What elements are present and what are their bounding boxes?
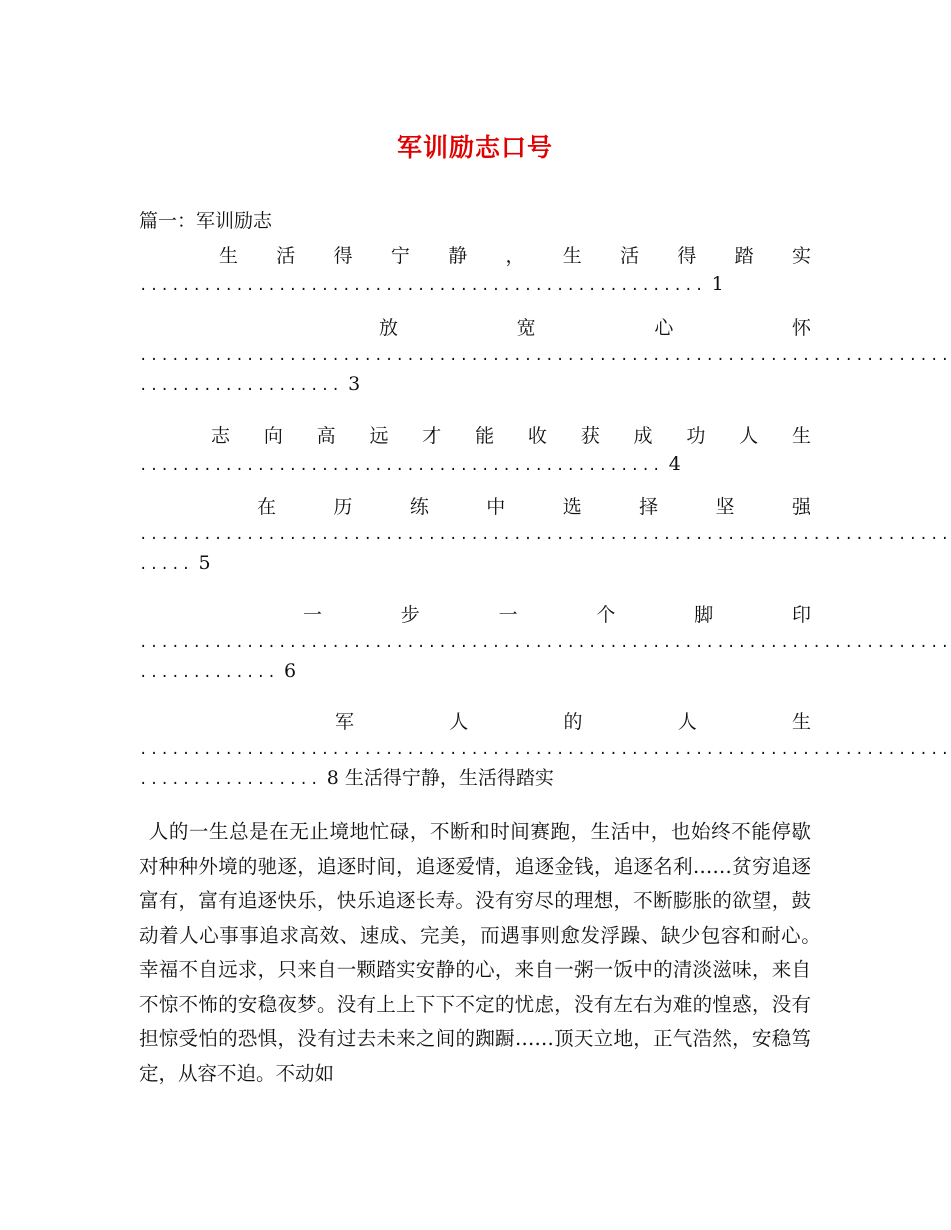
- toc-label-char: 中: [486, 496, 506, 518]
- toc-leader: ............................................................................: [139, 635, 951, 651]
- toc-leader: ..................................................... 1: [139, 273, 724, 295]
- toc-label-char: ，: [505, 245, 525, 267]
- toc-label-char: 择: [639, 496, 659, 518]
- toc-entry-label: [139, 493, 811, 521]
- toc-label-char: 远: [369, 425, 389, 447]
- toc-entry-2: [139, 314, 951, 400]
- body-text: 人的一生总是在无止境地忙碌，不断和时间赛跑，生活中，也始终不能停歇对种种外境的驰逐，追逐时间，追逐爱情，追逐金钱，追逐名利……贫穷追逐富有，富有追逐快乐，快乐追逐长寿。没有穷尽的理想，不断膨胀的欲望，鼓动着人心事事追求高效、速成、完美，而遇事则愈发浮躁、缺少包容和耐心。 幸福不自远求，只来自一颗踏实安静的心，来自一粥一饭中的清淡滋味，来自不惊不怖的安稳夜梦。没有上上下下不定的忧虑，没有左右为难的惶惑，没有担惊受怕的恐惧，没有过去未来之间的踟蹰……顶天立地，正气浩然，安稳笃定，从容不迫。不动如: [139, 820, 831, 1085]
- toc-label-char: 一: [498, 604, 518, 626]
- toc-label-char: 生: [791, 711, 811, 733]
- toc-label-char: 获: [580, 425, 600, 447]
- toc-label-char: 军: [335, 711, 355, 733]
- toc-label-char: 活: [276, 245, 296, 267]
- toc-page-number: 6: [284, 660, 297, 682]
- body-paragraph: [139, 815, 831, 1091]
- toc-label-char: 心: [654, 317, 674, 339]
- document-title: 军训励志口号: [396, 133, 553, 162]
- toc-leader: ............................................................................: [139, 527, 951, 543]
- toc-entry-label: [139, 422, 811, 450]
- toc-page-number: 4: [668, 453, 681, 475]
- toc-leader: ............................................................................: [139, 348, 951, 364]
- toc-label-char: 历: [333, 496, 353, 518]
- toc-entry-label: [139, 708, 811, 736]
- toc-label-char: 才: [422, 425, 442, 447]
- toc-leader-tail: ..... 5: [139, 552, 211, 574]
- toc-entry-3: [139, 422, 811, 480]
- toc-leader-tail: ................... 3: [139, 373, 361, 395]
- toc-label-char: 高: [316, 425, 336, 447]
- toc-label-char: 一: [303, 604, 323, 626]
- toc-entry-1: [139, 242, 811, 300]
- toc-label-char: 生: [219, 245, 239, 267]
- toc-label-char: 练: [409, 496, 429, 518]
- toc-page-number: 8: [326, 767, 339, 789]
- toc-label-char: 的: [563, 711, 583, 733]
- toc-label-char: 选: [562, 496, 582, 518]
- toc-label-char: 印: [791, 604, 811, 626]
- toc-leader-tail: ............. 6: [139, 660, 297, 682]
- section-subtitle: 生活得宁静，生活得踏实: [344, 767, 554, 789]
- toc-label-char: 怀: [791, 317, 811, 339]
- toc-label-char: 人: [739, 425, 759, 447]
- section-heading: 篇一：军训励志: [139, 210, 273, 232]
- toc-label-char: 志: [211, 425, 231, 447]
- toc-page-number: 3: [348, 373, 361, 395]
- toc-label-char: 宁: [390, 245, 410, 267]
- toc-entry-label: [139, 314, 811, 342]
- toc-label-char: 在: [257, 496, 277, 518]
- toc-label-char: 得: [333, 245, 353, 267]
- toc-label-char: 静: [448, 245, 468, 267]
- toc-leader-tail: ................. 8 生活得宁静，生活得踏实: [139, 767, 554, 789]
- toc-label-char: 向: [263, 425, 283, 447]
- toc-label-char: 能: [475, 425, 495, 447]
- toc-page-number: 5: [198, 552, 211, 574]
- toc-label-char: 生: [791, 425, 811, 447]
- toc-entry-label: [139, 601, 811, 629]
- toc-label-char: 坚: [715, 496, 735, 518]
- toc-leader: ................................................. 4: [139, 453, 681, 475]
- toc-page-number: 1: [711, 273, 724, 295]
- toc-entry-4: [139, 493, 951, 579]
- toc-entry-6: [139, 708, 951, 794]
- toc-label-char: 强: [791, 496, 811, 518]
- toc-label-char: 得: [677, 245, 697, 267]
- toc-label-char: 收: [527, 425, 547, 447]
- toc-label-char: 脚: [694, 604, 714, 626]
- toc-label-char: 宽: [516, 317, 536, 339]
- toc-label-char: 活: [620, 245, 640, 267]
- toc-label-char: 生: [562, 245, 582, 267]
- toc-entry-5: [139, 601, 951, 687]
- toc-entry-label: [139, 242, 811, 270]
- toc-label-char: 踏: [734, 245, 754, 267]
- toc-label-char: 放: [379, 317, 399, 339]
- toc-label-char: 人: [677, 711, 697, 733]
- toc-label-char: 成: [633, 425, 653, 447]
- toc-label-char: 功: [686, 425, 706, 447]
- toc-leader: ............................................................................: [139, 742, 951, 758]
- toc-label-char: 个: [596, 604, 616, 626]
- toc-label-char: 实: [791, 245, 811, 267]
- toc-label-char: 人: [449, 711, 469, 733]
- toc-label-char: 步: [400, 604, 420, 626]
